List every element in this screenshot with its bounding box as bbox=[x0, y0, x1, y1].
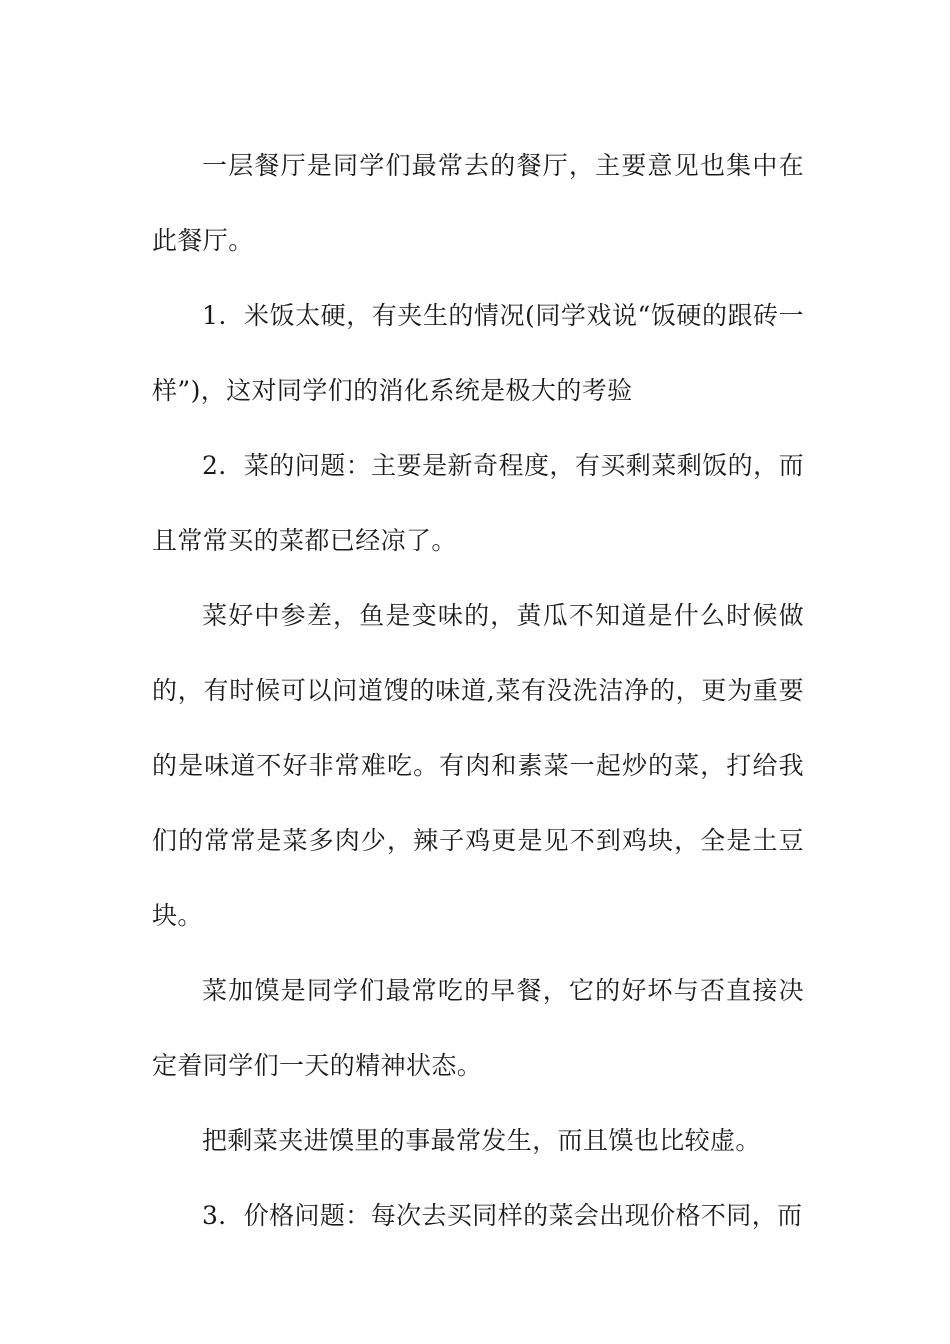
paragraph-breakfast: 菜加馍是同学们最常吃的早餐，它的好坏与否直接决定着同学们一天的精神状态。 bbox=[152, 976, 804, 1080]
paragraph-price-issue: 3．价格问题：每次去买同样的菜会出现价格不同，而 bbox=[202, 1201, 803, 1230]
paragraph-leftovers: 把剩菜夹进馍里的事最常发生，而且馍也比较虚。 bbox=[202, 1126, 761, 1155]
paragraph-dish-quality: 菜好中参差，鱼是变味的，黄瓜不知道是什么时候做的，有时候可以问道馊的味道,菜有没洗洁净的，更为重要的是味道不好非常难吃。有肉和素菜一起炒的菜，打给我们的常常是菜多肉少，辣子鸡更是见不到鸡块，全是土豆块。 bbox=[152, 601, 804, 930]
paragraph-dish-issue: 2．菜的问题：主要是新奇程度，有买剩菜剩饭的，而且常常买的菜都已经凉了。 bbox=[152, 451, 804, 555]
document-body bbox=[152, 128, 804, 1253]
paragraph-rice-issue: 1．米饭太硬，有夹生的情况(同学戏说“饭硬的跟砖一样”)，这对同学们的消化系统是极大的考验 bbox=[152, 301, 804, 405]
paragraph-first-floor-canteen: 一层餐厅是同学们最常去的餐厅，主要意见也集中在此餐厅。 bbox=[152, 151, 804, 255]
